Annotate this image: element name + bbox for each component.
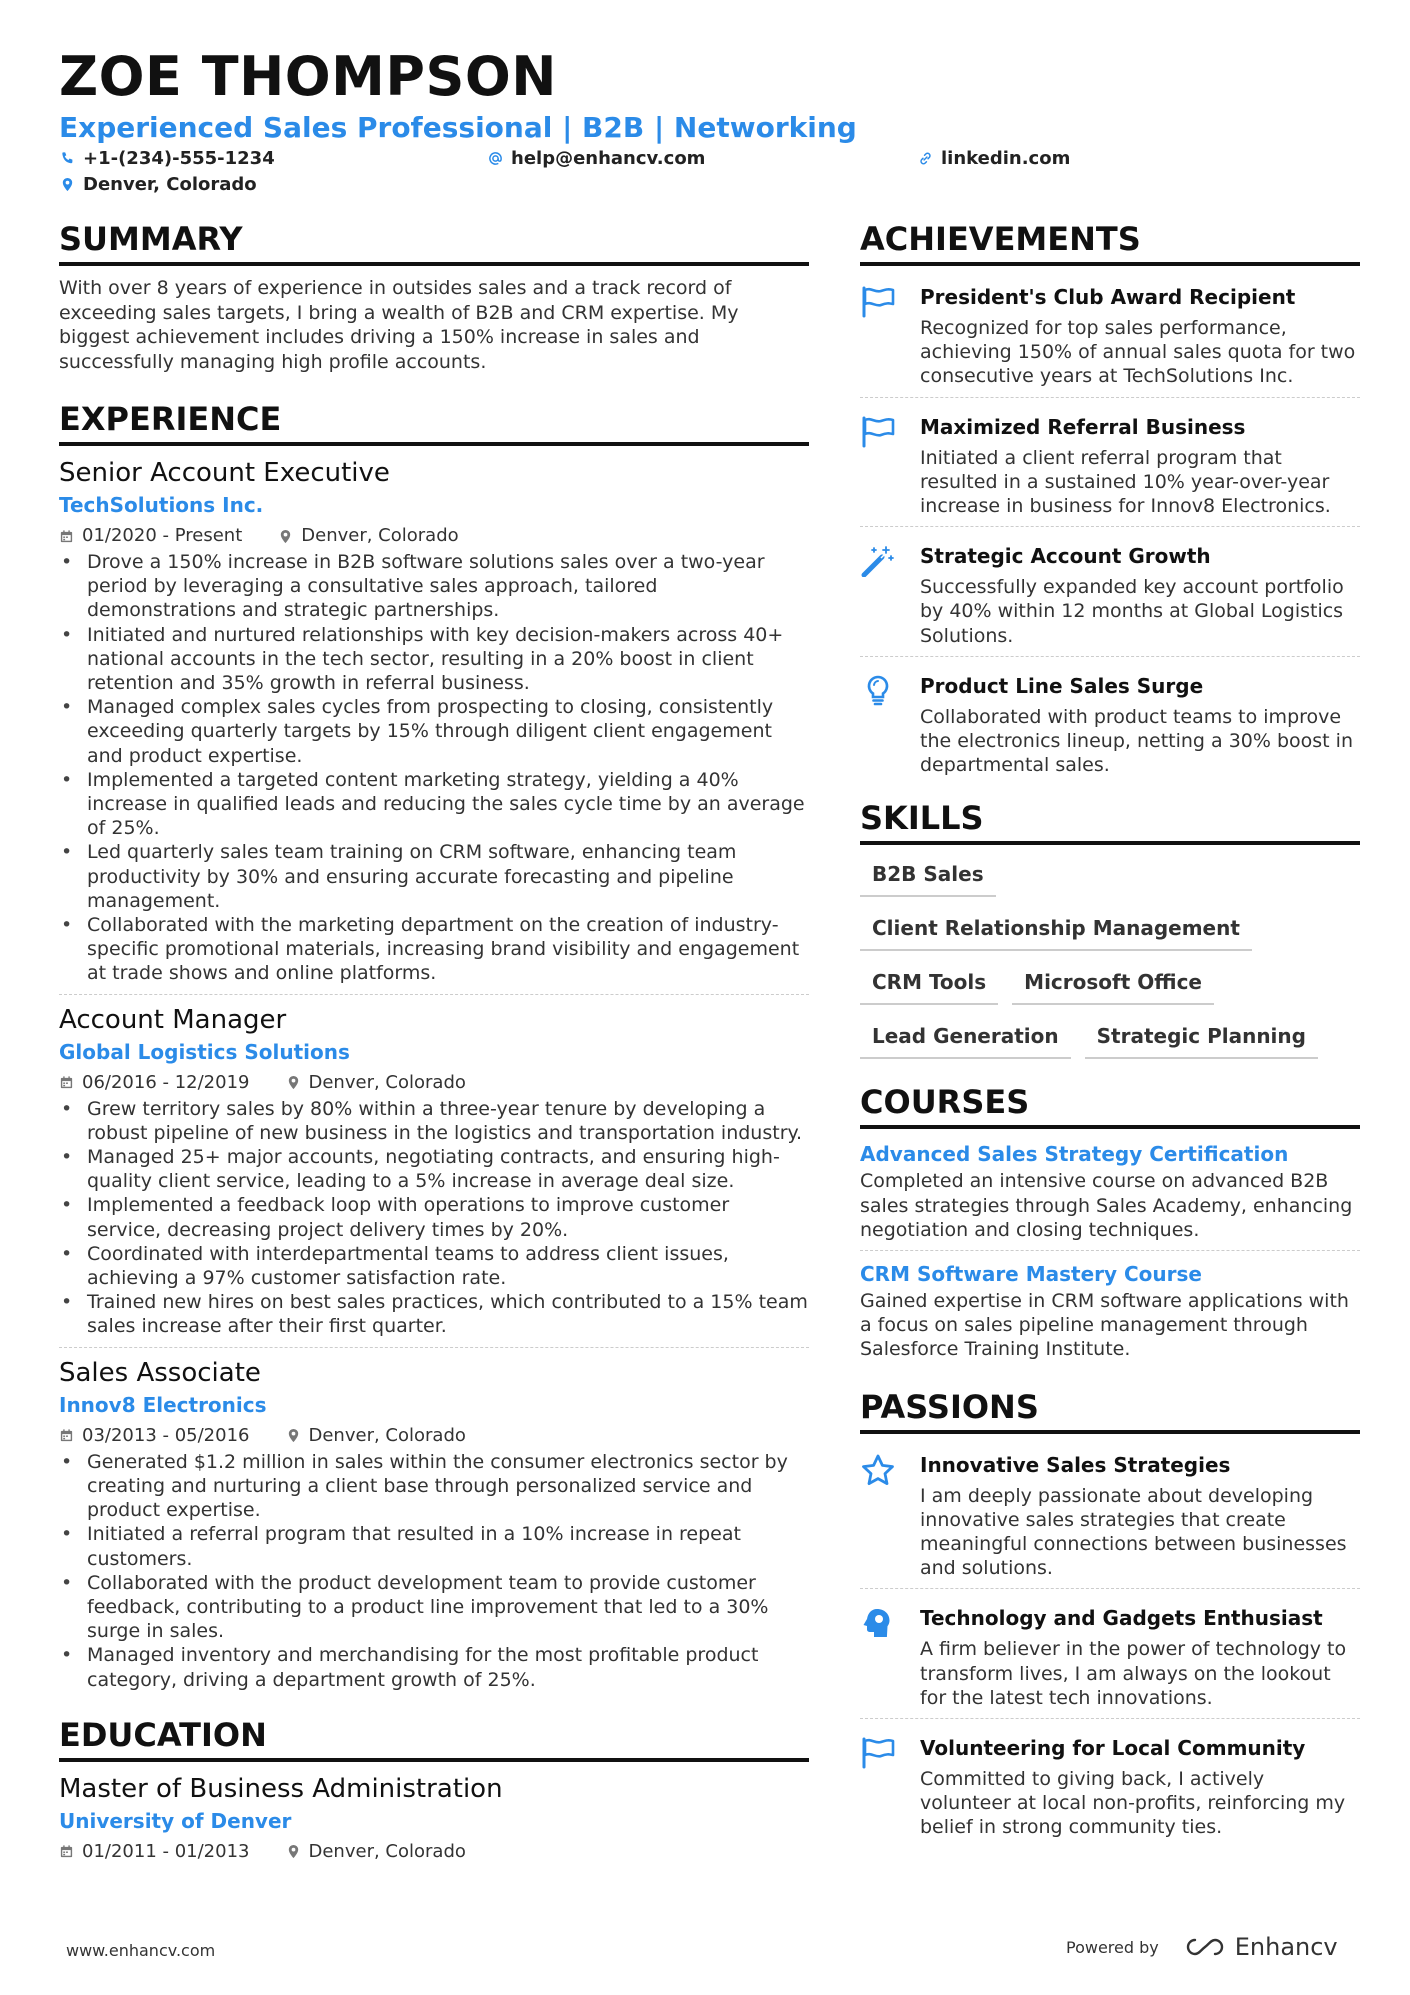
achievements-title: ACHIEVEMENTS [860, 218, 1360, 266]
course-item [860, 1139, 1360, 1242]
job-meta [59, 1422, 809, 1450]
divider [59, 1347, 809, 1348]
job-dates [59, 1069, 250, 1097]
achievement-icon-wrap [860, 671, 900, 778]
job-bullets [59, 1450, 809, 1692]
achievement-body [920, 671, 1360, 778]
achievement-desc: Recognized for top sales performance, achieving 150% of annual sales quota for two consecutive years at TechSolutions Inc. [920, 317, 1356, 388]
email-text: help@enhancv.com [511, 148, 706, 169]
enhancv-logo-icon [1183, 1936, 1227, 1958]
achievement-body [920, 412, 1360, 519]
job-dates-text: 01/2020 - Present [82, 525, 243, 546]
star-icon [860, 1454, 896, 1486]
achievement-item [860, 276, 1360, 389]
divider [860, 1250, 1360, 1251]
job-location [278, 522, 458, 550]
enhancv-brand: Enhancv [1234, 1933, 1338, 1961]
experience-list [59, 456, 809, 1692]
job-title: Sales Associate [59, 1357, 261, 1388]
location-pin-icon [286, 1075, 301, 1090]
passion-item [860, 1727, 1360, 1840]
location-pin-icon [278, 529, 293, 544]
achievement-title: Product Line Sales Surge [920, 673, 1204, 698]
job-bullet: • Generated $1.2 million in sales within the consumer electronics sector by creating and nurturing a client base through personalized service and product expertise. [59, 1450, 809, 1523]
courses-title: COURSES [860, 1081, 1360, 1129]
passion-title: Volunteering for Local Community [920, 1736, 1306, 1761]
job-bullet: • Managed complex sales cycles from prospecting to closing, consistently exceeding quarterly targets by 15% through diligent client engagement and product expertise. [59, 695, 809, 768]
calendar-icon [59, 529, 74, 544]
magic-wand-icon [860, 545, 896, 577]
achievement-title: Strategic Account Growth [920, 544, 1211, 569]
linkedin-text: linkedin.com [941, 148, 1071, 169]
course-desc: Gained expertise in CRM software applications with a focus on sales pipeline management through Salesforce Training Institute. [860, 1290, 1349, 1361]
passion-desc: A firm believer in the power of technology to transform lives, I am always on the lookout for the latest tech innovations. [920, 1638, 1347, 1709]
divider [860, 1588, 1360, 1589]
achievement-icon-wrap [860, 541, 900, 648]
job-location [286, 1422, 466, 1450]
enhancv-logo[interactable] [1183, 1933, 1338, 1961]
education-dates [59, 1838, 250, 1866]
calendar-icon [59, 1428, 74, 1443]
powered-by-label: Powered by [1066, 1937, 1159, 1957]
skill-tag: CRM Tools [860, 963, 998, 1005]
company-name: TechSolutions Inc. [59, 493, 264, 517]
at-icon [488, 151, 503, 166]
flag-icon [860, 1737, 896, 1769]
course-item [860, 1259, 1360, 1362]
education-school: University of Denver [59, 1808, 292, 1833]
left-column [59, 218, 809, 1866]
skills-list [860, 855, 1360, 1059]
link-icon [918, 151, 933, 166]
passion-icon-wrap [860, 1603, 900, 1710]
passion-body [920, 1450, 1360, 1581]
divider [59, 994, 809, 995]
achievements-list [860, 276, 1360, 777]
job-bullet: • Collaborated with the product development team to provide customer feedback, contributing to a product line improvement that led to a 30% surge in sales. [59, 1571, 809, 1644]
education-degree: Master of Business Administration [59, 1773, 503, 1804]
job-dates-text: 06/2016 - 12/2019 [82, 1071, 250, 1093]
phone-text: +1-(234)-555-1234 [83, 148, 275, 169]
resume-header [59, 44, 1359, 146]
course-desc: Completed an intensive course on advanced B2B sales strategies through Sales Academy, enhancing negotiation and closing techniques. [860, 1170, 1353, 1241]
footer-powered [1066, 1933, 1338, 1961]
job-title: Senior Account Executive [59, 458, 390, 488]
achievement-title: President's Club Award Recipient [920, 285, 1296, 309]
job-bullets [59, 550, 809, 986]
job-dates [59, 1422, 250, 1450]
contact-email[interactable] [488, 148, 705, 169]
job-bullet: • Managed inventory and merchandising for the most profitable product category, driving a department growth of 25%. [59, 1643, 809, 1691]
achievement-item [860, 665, 1360, 778]
location-pin-icon [286, 1844, 301, 1859]
job-location-text: Denver, Colorado [301, 525, 459, 546]
passion-item [860, 1597, 1360, 1710]
job-title: Account Manager [59, 1004, 287, 1035]
experience-entry [59, 1003, 809, 1348]
company-name: Innov8 Electronics [59, 1392, 267, 1417]
contact-linkedin[interactable] [918, 148, 1070, 169]
contact-phone[interactable] [60, 148, 275, 169]
summary-text: With over 8 years of experience in outsides sales and a track record of exceeding sales targets, I bring a wealth of B2B and CRM expertise. My biggest achievement includes driving a 150% increase in sales and successfully managing high profile accounts. [59, 277, 739, 373]
job-dates [59, 522, 242, 550]
skill-tag: B2B Sales [860, 855, 996, 897]
lightbulb-icon [860, 675, 896, 707]
passion-title: Technology and Gadgets Enthusiast [920, 1606, 1323, 1631]
education-location-text: Denver, Colorado [308, 1840, 466, 1862]
passions-title: PASSIONS [860, 1386, 1360, 1434]
education-location [286, 1838, 466, 1866]
contact-location [60, 174, 257, 195]
achievement-icon-wrap [860, 282, 900, 389]
experience-entry [59, 1356, 809, 1692]
location-text: Denver, Colorado [83, 174, 257, 195]
job-location-text: Denver, Colorado [308, 1071, 466, 1093]
divider [860, 526, 1360, 527]
achievement-desc: Successfully expanded key account portfolio by 40% within 12 months at Global Logistics Solutions. [920, 576, 1344, 647]
skill-tag: Client Relationship Management [860, 909, 1252, 951]
job-bullet: • Implemented a feedback loop with operations to improve customer service, decreasing project delivery times by 20%. [59, 1193, 809, 1241]
education-dates-text: 01/2011 - 01/2013 [82, 1840, 250, 1862]
job-meta [59, 1069, 809, 1097]
job-bullet: • Trained new hires on best sales practices, which contributed to a 15% team sales increase after their first quarter. [59, 1290, 809, 1338]
achievement-item [860, 535, 1360, 648]
achievement-title: Maximized Referral Business [920, 414, 1246, 439]
job-bullet: • Managed 25+ major accounts, negotiating contracts, and ensuring high-quality client service, leading to a 5% increase in average deal size. [59, 1145, 809, 1193]
summary-title: SUMMARY [59, 218, 809, 266]
job-bullet: • Implemented a targeted content marketing strategy, yielding a 40% increase in qualified leads and reducing the sales cycle time by an average of 25%. [59, 768, 809, 841]
courses-list [860, 1139, 1360, 1361]
achievement-body [920, 541, 1360, 648]
flag-icon [860, 416, 896, 448]
passion-body [920, 1733, 1360, 1840]
head-icon [860, 1607, 896, 1639]
company-name: Global Logistics Solutions [59, 1039, 350, 1064]
skill-tag: Lead Generation [860, 1017, 1071, 1059]
passion-desc: Committed to giving back, I actively volunteer at local non-profits, reinforcing my belief in strong community ties. [920, 1768, 1346, 1839]
candidate-headline: Experienced Sales Professional | B2B | Networking [59, 111, 857, 144]
job-bullet: • Drove a 150% increase in B2B software solutions sales over a two-year period by leveraging a consultative sales approach, tailored demonstrations and strategic partnerships. [59, 550, 809, 623]
skill-tag: Strategic Planning [1085, 1017, 1318, 1059]
achievement-icon-wrap [860, 412, 900, 519]
divider [860, 656, 1360, 657]
job-bullet: • Grew territory sales by 80% within a three-year tenure by developing a robust pipeline of new business in the logistics and transportation industry. [59, 1097, 809, 1145]
flag-icon [860, 286, 896, 318]
job-meta [59, 522, 809, 550]
job-location [286, 1069, 466, 1097]
experience-entry [59, 456, 809, 995]
skills-title: SKILLS [860, 797, 1360, 845]
location-pin-icon [286, 1428, 301, 1443]
calendar-icon [59, 1844, 74, 1859]
right-column [860, 218, 1360, 1840]
passion-icon-wrap [860, 1450, 900, 1581]
job-bullet: • Initiated and nurtured relationships with key decision-makers across 40+ national accounts in the tech sector, resulting in a 20% boost in client retention and 35% growth in referral business. [59, 623, 809, 696]
location-pin-icon [60, 177, 75, 192]
course-title: CRM Software Mastery Course [860, 1262, 1202, 1287]
experience-title: EXPERIENCE [59, 398, 809, 446]
passion-title: Innovative Sales Strategies [920, 1452, 1231, 1477]
job-location-text: Denver, Colorado [308, 1424, 466, 1446]
job-bullet: • Initiated a referral program that resulted in a 10% increase in repeat customers. [59, 1522, 809, 1570]
phone-icon [60, 151, 75, 166]
job-bullet: • Collaborated with the marketing department on the creation of industry-specific promotional materials, increasing brand visibility and engagement at trade shows and online platforms. [59, 913, 809, 986]
achievement-desc: Initiated a client referral program that resulted in a sustained 10% year-over-year increase in business for Innov8 Electronics. [920, 446, 1331, 518]
job-bullets [59, 1097, 809, 1339]
footer-website[interactable]: www.enhancv.com [66, 1941, 216, 1960]
job-dates-text: 03/2013 - 05/2016 [82, 1424, 250, 1446]
education-title: EDUCATION [59, 1714, 809, 1762]
divider [860, 1718, 1360, 1719]
course-title: Advanced Sales Strategy Certification [860, 1142, 1289, 1167]
passion-body [920, 1603, 1360, 1710]
passion-desc: I am deeply passionate about developing innovative sales strategies that create meaningful connections between businesses and solutions. [920, 1484, 1347, 1580]
passions-list [860, 1444, 1360, 1840]
achievement-item [860, 406, 1360, 519]
calendar-icon [59, 1075, 74, 1090]
achievement-body [920, 282, 1360, 389]
job-bullet: • Coordinated with interdepartmental teams to address client issues, achieving a 97% customer satisfaction rate. [59, 1242, 809, 1290]
divider [860, 397, 1360, 398]
passion-item [860, 1444, 1360, 1581]
passion-icon-wrap [860, 1733, 900, 1840]
job-bullet: • Led quarterly sales team training on CRM software, enhancing team productivity by 30% and ensuring accurate forecasting and pipeline management. [59, 840, 809, 913]
education-meta [59, 1838, 809, 1866]
achievement-desc: Collaborated with product teams to improve the electronics lineup, netting a 30% boost in departmental sales. [920, 705, 1353, 777]
skill-tag: Microsoft Office [1012, 963, 1214, 1005]
candidate-name: ZOE THOMPSON [59, 45, 557, 108]
